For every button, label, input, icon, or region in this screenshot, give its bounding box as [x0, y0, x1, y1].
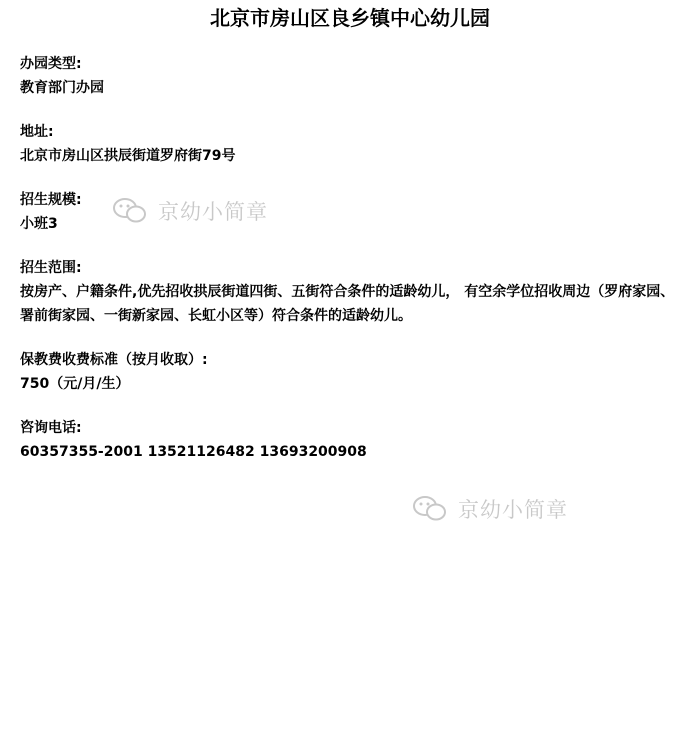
watermark-text: 京幼小简章: [158, 200, 268, 224]
enrollment-scope-value: 按房产、户籍条件,优先招收拱辰街道四街、五街符合条件的适龄幼儿， 有空余学位招收周边（罗府家园、署前街家园、一街新家园、长虹小区等）符合条件的适龄幼儿。: [20, 284, 675, 324]
watermark: [112, 196, 268, 226]
wechat-logo-icon: [112, 197, 148, 225]
section-address: [20, 120, 680, 168]
tuition-fee-value: 750（元/月/生）: [20, 376, 130, 392]
enrollment-scope-label: 招生范围:: [20, 260, 82, 276]
page-title: 北京市房山区良乡镇中心幼儿园: [210, 6, 490, 30]
section-kindergarten-type: [20, 52, 680, 100]
section-tuition-fee: [20, 348, 680, 396]
enrollment-size-label: 招生规模:: [20, 192, 82, 208]
contact-phone-label: 咨询电话:: [20, 420, 82, 436]
contact-phone-value: 60357355-2001 13521126482 13693200908: [20, 444, 367, 460]
address-value: 北京市房山区拱辰街道罗府街79号: [20, 148, 236, 164]
enrollment-size-value: 小班3: [20, 216, 58, 232]
tuition-fee-label: 保教费收费标准（按月收取）:: [20, 352, 208, 368]
kindergarten-type-label: 办园类型:: [20, 56, 82, 72]
section-enrollment-scope: [20, 256, 680, 328]
watermark-text: 京幼小简章: [458, 498, 568, 522]
address-label: 地址:: [20, 124, 54, 140]
watermark: [412, 494, 568, 524]
wechat-logo-icon: [412, 495, 448, 523]
section-contact-phone: [20, 416, 680, 464]
kindergarten-type-value: 教育部门办园: [20, 80, 104, 96]
